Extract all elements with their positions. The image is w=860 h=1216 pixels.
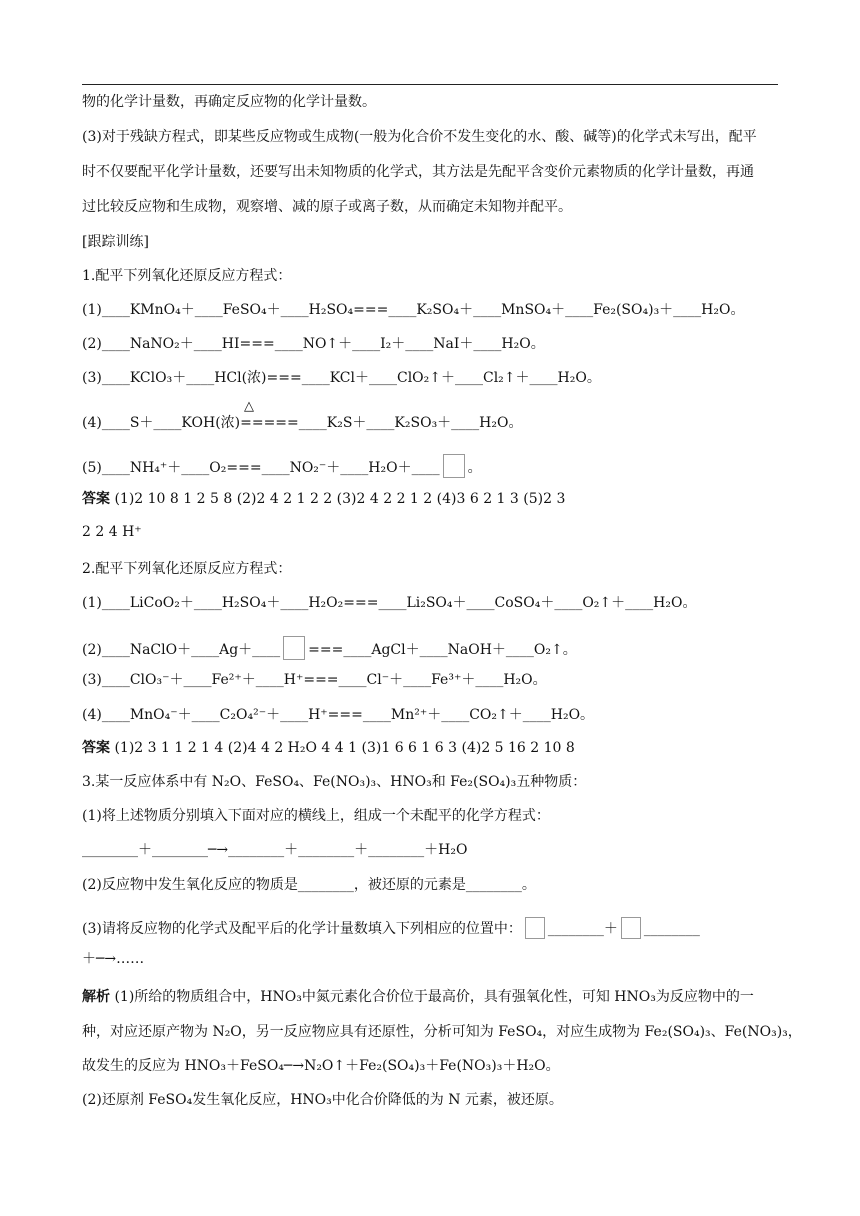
equation-line: (4)____S＋____KOH(浓)=====____K₂S＋____K₂SO₃＋____H₂O。 <box>82 415 523 431</box>
answer-label: 答案 <box>82 740 110 756</box>
fill-in-line: ＋─→…… <box>82 951 145 967</box>
equation-line: (2)____NaNO₂＋____HI===____NO↑＋____I₂＋____NaI＋____H₂O。 <box>82 336 545 352</box>
answer-box[interactable] <box>443 454 465 478</box>
question-part: (1)将上述物质分别填入下面对应的横线上，组成一个未配平的化学方程式： <box>82 808 550 824</box>
analysis-label: 解析 <box>82 989 110 1005</box>
question-stem: 2.配平下列氧化还原反应方程式： <box>82 561 292 577</box>
answer-line <box>82 739 778 757</box>
question-part <box>82 917 778 939</box>
equation-line: (4)____MnO₄⁻＋____C₂O₄²⁻＋____H⁺===____Mn²⁺＋____CO₂↑＋____H₂O。 <box>82 707 595 723</box>
paragraph-line: 时不仅要配平化学计量数，还要写出未知物质的化学式，其方法是先配平含变价元素物质的化学计量数，再通 <box>82 164 754 180</box>
analysis-line: (2)还原剂 FeSO₄发生氧化反应，HNO₃中化合价降低的为 N 元素，被还原。 <box>82 1092 563 1108</box>
equation-text: (2)____NaClO＋____Ag＋____ <box>82 642 281 658</box>
answer-text: (1)2 3 1 1 2 1 4 (2)4 4 2 H₂O 4 4 1 (3)1 6 6 1 6 3 (4)2 5 16 2 10 8 <box>110 740 575 756</box>
answer-line: 2 2 4 H⁺ <box>82 524 142 540</box>
analysis-line: 种，对应还原产物为 N₂O，另一反应物应具有还原性，分析可知为 FeSO₄，对应生成物为 Fe₂(SO₄)₃、Fe(NO₃)₃， <box>82 1024 802 1040</box>
coefficient-box[interactable] <box>621 917 641 939</box>
analysis-line <box>82 988 778 1006</box>
equation-text: ===____AgCl＋____NaOH＋____O₂↑。 <box>308 642 577 658</box>
equation-line <box>82 636 778 660</box>
fill-in-text: ________＋ <box>547 921 618 937</box>
analysis-line: 故发生的反应为 HNO₃＋FeSO₄─→N₂O↑＋Fe₂(SO₄)₃＋Fe(NO₃)₃＋H₂O。 <box>82 1058 560 1074</box>
question-part: (2)反应物中发生氧化反应的物质是________，被还原的元素是________。 <box>82 877 536 893</box>
header-rule <box>82 84 778 85</box>
answer-text: (1)2 10 8 1 2 5 8 (2)2 4 2 1 2 2 (3)2 4 2 2 1 2 (4)3 6 2 1 3 (5)2 3 <box>110 491 566 507</box>
heat-condition: △ <box>244 399 254 414</box>
equation-line: (3)____KClO₃＋____HCl(浓)===____KCl＋____ClO₂↑＋____Cl₂↑＋____H₂O。 <box>82 370 601 386</box>
paragraph-line: (3)对于残缺方程式，即某些反应物或生成物(一般为化合价不发生变化的水、酸、碱等)的化学式未写出，配平 <box>82 129 757 145</box>
paragraph-line: 物的化学计量数，再确定反应物的化学计量数。 <box>82 94 376 110</box>
equation-text: 。 <box>467 460 482 476</box>
fill-in-text: ________ <box>643 921 700 937</box>
fill-in-line: ________＋________─→________＋________＋________＋H₂O <box>82 842 468 858</box>
answer-label: 答案 <box>82 491 110 507</box>
section-heading: [跟踪训练] <box>82 234 149 250</box>
equation-line: (1)____LiCoO₂＋____H₂SO₄＋____H₂O₂===____Li₂SO₄＋____CoSO₄＋____O₂↑＋____H₂O。 <box>82 595 697 611</box>
equation-line: (3)____ClO₃⁻＋____Fe²⁺＋____H⁺===____Cl⁻＋____Fe³⁺＋____H₂O。 <box>82 672 547 688</box>
equation-line: (1)____KMnO₄＋____FeSO₄＋____H₂SO₄===____K₂SO₄＋____MnSO₄＋____Fe₂(SO₄)₃＋____H₂O。 <box>82 302 745 318</box>
paragraph-line: 过比较反应物和生成物，观察增、减的原子或离子数，从而确定未知物并配平。 <box>82 199 572 215</box>
question-text: (3)请将反应物的化学式及配平后的化学计量数填入下列相应的位置中： <box>82 921 522 937</box>
answer-line <box>82 490 778 508</box>
question-stem: 1.配平下列氧化还原反应方程式： <box>82 268 292 284</box>
answer-box[interactable] <box>283 636 305 660</box>
equation-text: (5)____NH₄⁺＋____O₂===____NO₂⁻＋____H₂O＋____ <box>82 460 440 476</box>
coefficient-box[interactable] <box>525 917 545 939</box>
equation-line <box>82 454 778 478</box>
analysis-text: (1)所给的物质组合中，HNO₃中氮元素化合价位于最高价，具有强氧化性，可知 HNO₃为反应物中的一 <box>110 989 754 1005</box>
question-stem: 3.某一反应体系中有 N₂O、FeSO₄、Fe(NO₃)₃、HNO₃和 Fe₂(SO₄)₃五种物质： <box>82 774 587 790</box>
